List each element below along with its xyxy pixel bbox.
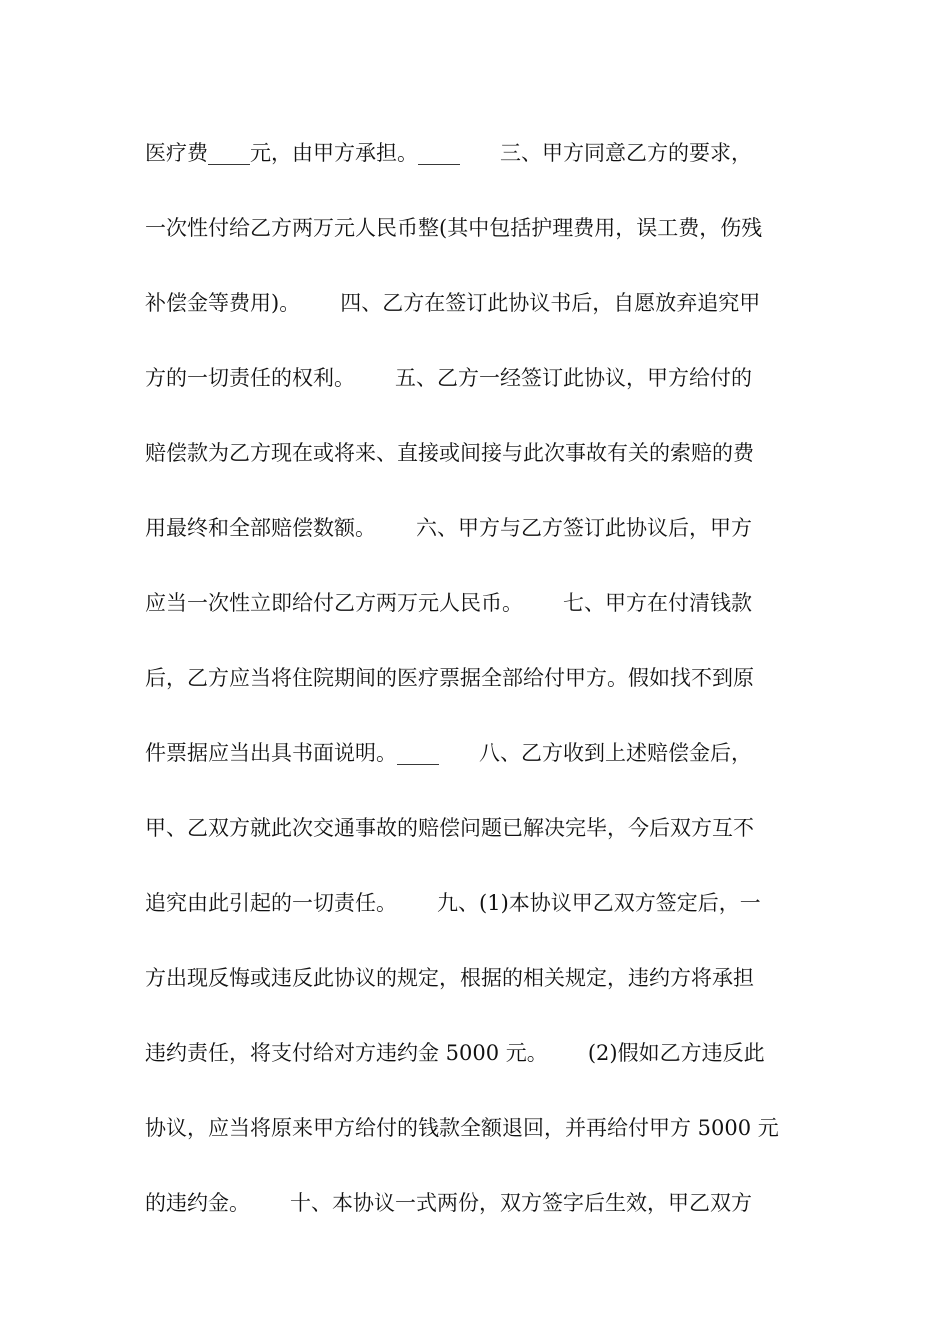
text-line: 追究由此引起的一切责任。 九、(1)本协议甲乙双方签定后，一 [145,891,761,915]
text-line: 违约责任，将支付给对方违约金 5000 元。 (2)假如乙方违反此 [145,1041,765,1065]
text-line: 的违约金。 十、本协议一式两份，双方签字后生效，甲乙双方 [145,1191,753,1215]
text-line: 件票据应当出具书面说明。____ 八、乙方收到上述赔偿金后， [145,741,753,765]
text-line: 应当一次性立即给付乙方两万元人民币。 七、甲方在付清钱款 [145,591,753,615]
text-line: 方出现反悔或违反此协议的规定，根据的相关规定，违约方将承担 [145,966,754,990]
text-line: 用最终和全部赔偿数额。 六、甲方与乙方签订此协议后，甲方 [145,516,753,540]
text-line: 甲、乙双方就此次交通事故的赔偿问题已解决完毕，今后双方互不 [145,816,754,840]
agreement-body-text [145,130,810,1255]
text-line: 补偿金等费用)。 四、乙方在签订此协议书后，自愿放弃追究甲 [145,291,761,315]
text-line: 协议，应当将原来甲方给付的钱款全额退回，并再给付甲方 5000 元 [145,1116,779,1140]
text-line: 方的一切责任的权利。 五、乙方一经签订此协议，甲方给付的 [145,366,753,390]
text-line: 医疗费____元，由甲方承担。____ 三、甲方同意乙方的要求， [145,141,753,165]
text-line: 后，乙方应当将住院期间的医疗票据全部给付甲方。假如找不到原 [145,666,754,690]
text-line: 一次性付给乙方两万元人民币整(其中包括护理费用，误工费，伤残 [145,216,763,240]
text-line: 赔偿款为乙方现在或将来、直接或间接与此次事故有关的索赔的费 [145,441,754,465]
